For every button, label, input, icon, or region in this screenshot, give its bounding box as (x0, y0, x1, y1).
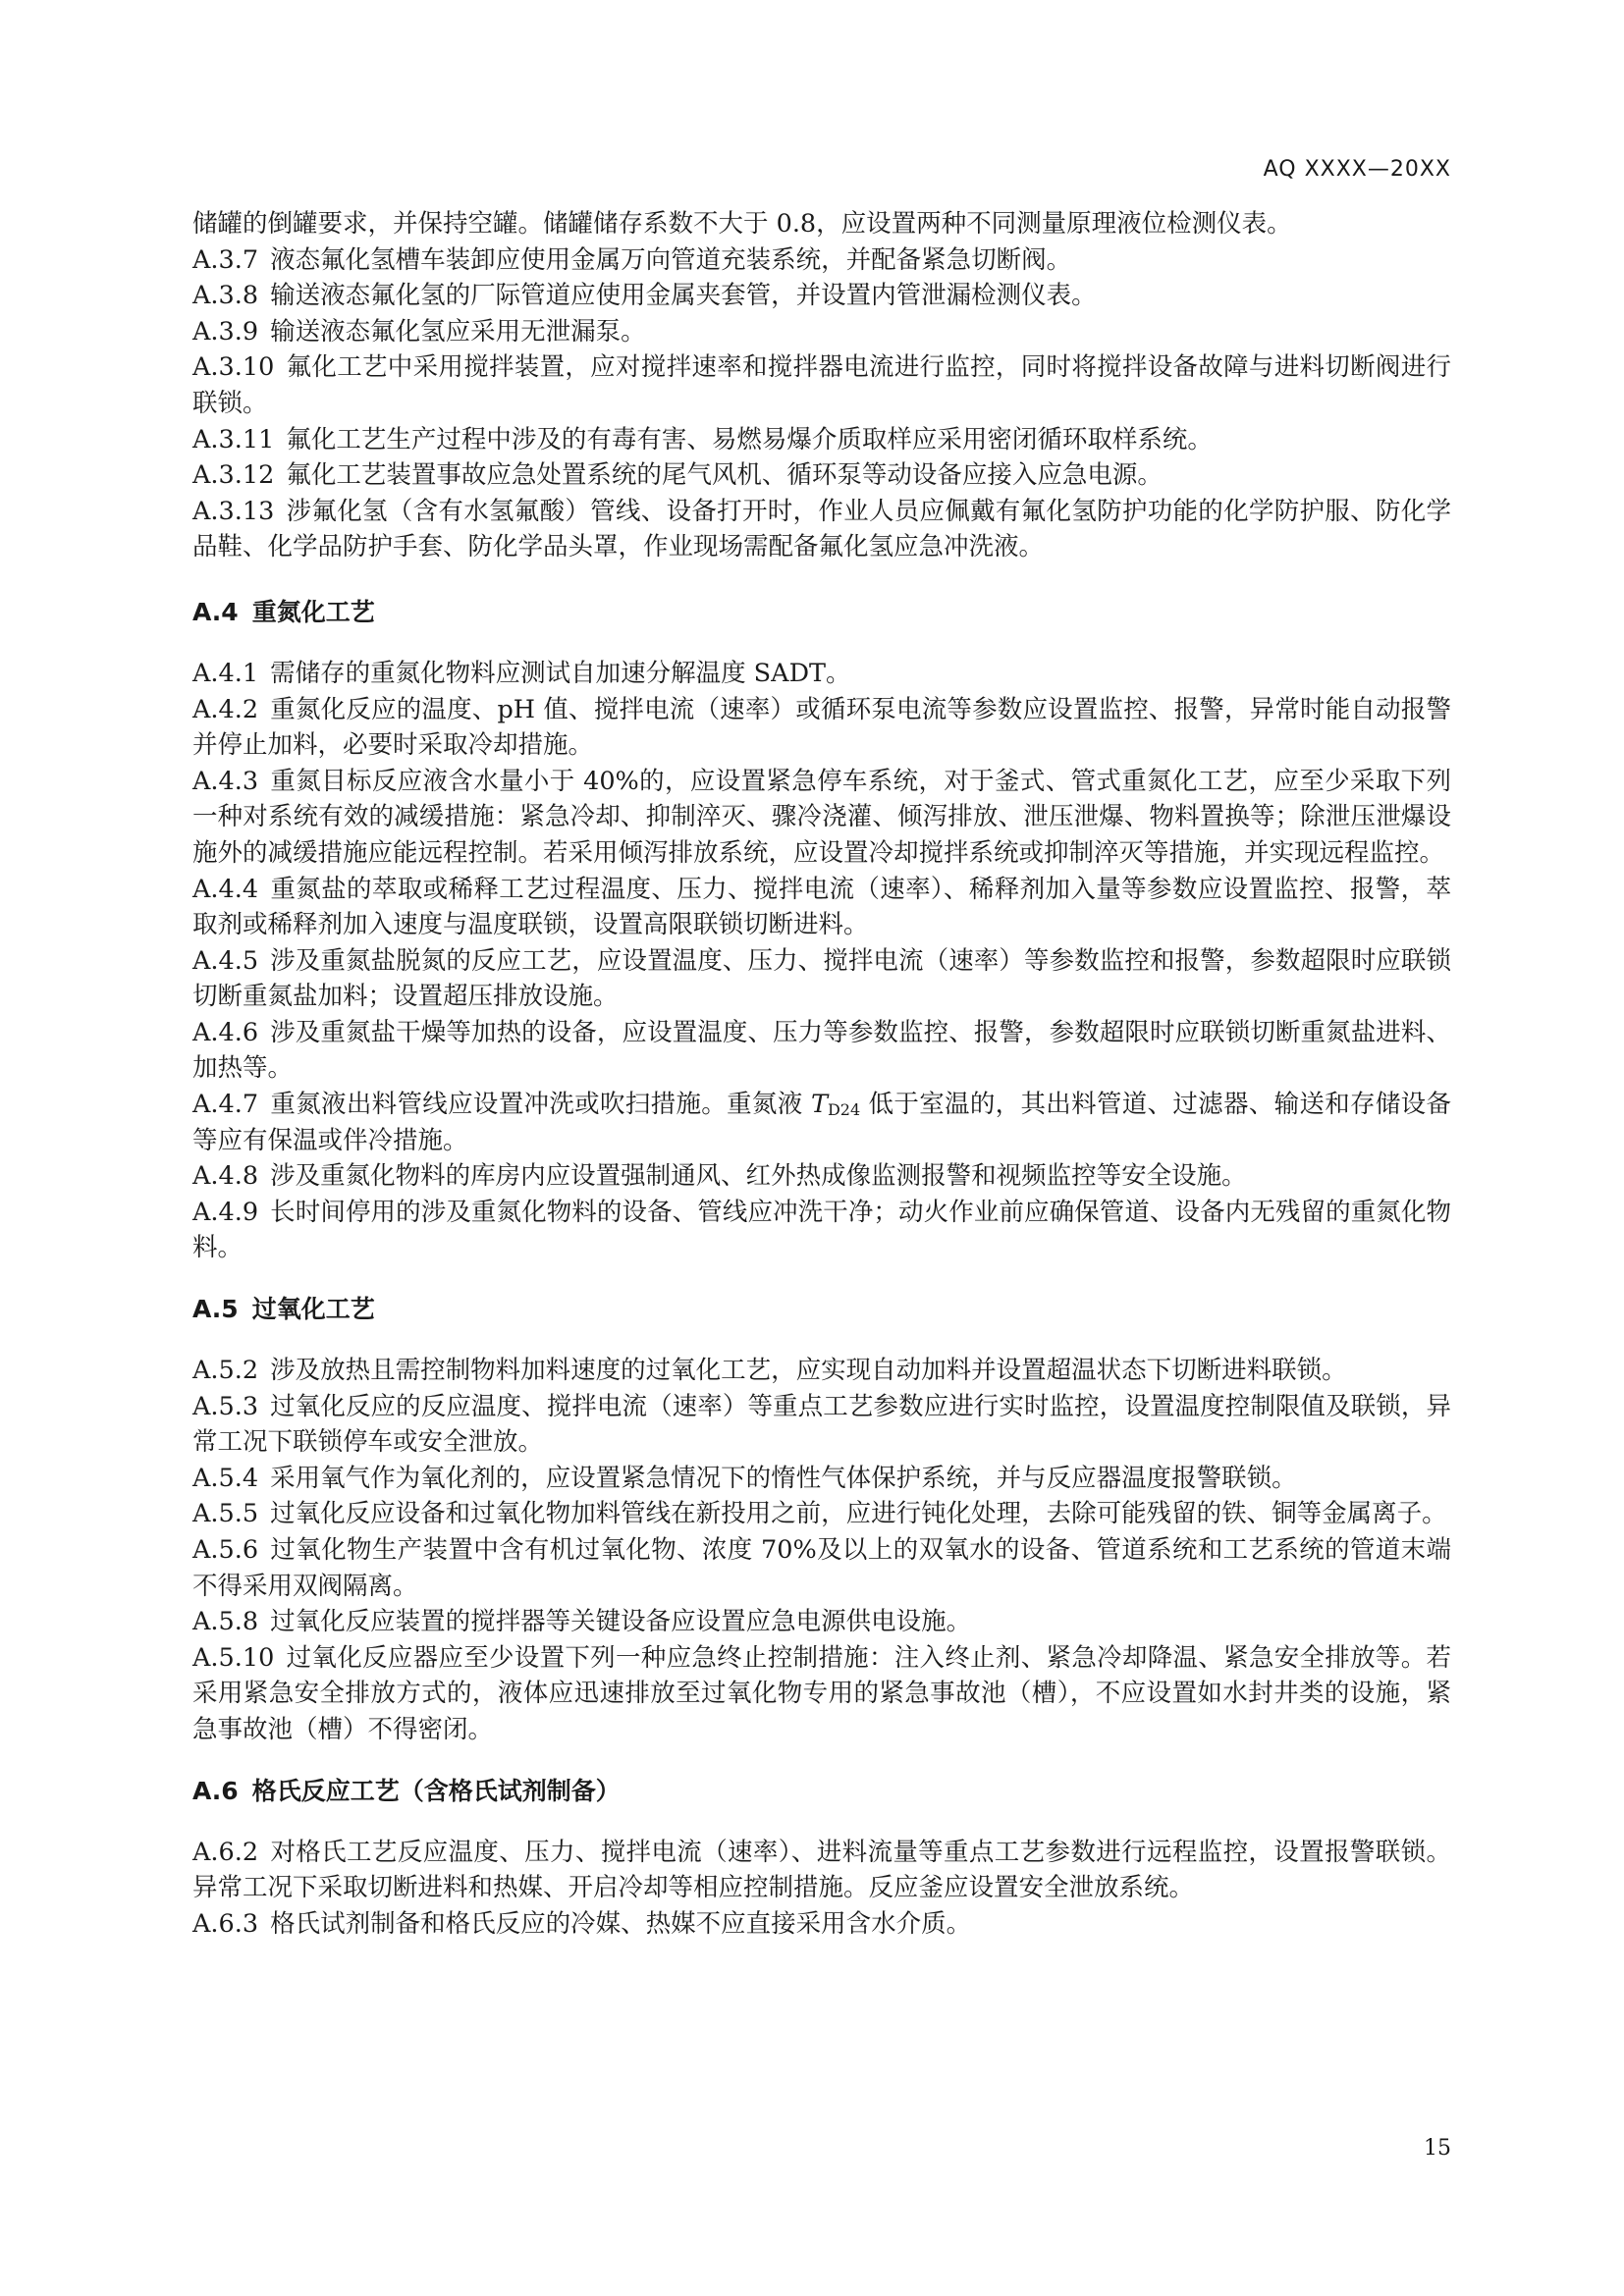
document-body (192, 206, 1451, 1942)
clause-a-4-4: A.4.4 重氮盐的萃取或稀释工艺过程温度、压力、搅拌电流（速率）、稀释剂加入量等参数应设置监控、报警，萃取剂或稀释剂加入速度与温度联锁，设置高限联锁切断进料。 (192, 874, 1451, 940)
clause-a-3-8: A.3.8 输送液态氟化氢的厂际管道应使用金属夹套管，并设置内管泄漏检测仪表。 (192, 281, 1097, 311)
clause-a-5-6: A.5.6 过氧化物生产装置中含有机过氧化物、浓度 70%及以上的双氧水的设备、管道系统和工艺系统的管道末端不得采用双阀隔离。 (192, 1535, 1451, 1601)
clause-a-6-2: A.6.2 对格氏工艺反应温度、压力、搅拌电流（速率）、进料流量等重点工艺参数进行远程监控，设置报警联锁。异常工况下采取切断进料和热媒、开启冷却等相应控制措施。反应釜应设置安全泄放系统。 (192, 1837, 1451, 1903)
document-code: AQ XXXX—20XX (1263, 157, 1451, 182)
clause-a-4-6: A.4.6 涉及重氮盐干燥等加热的设备，应设置温度、压力等参数监控、报警，参数超限时应联锁切断重氮盐进料、加热等。 (192, 1017, 1451, 1084)
clause-a-5-2: A.5.2 涉及放热且需控制物料加料速度的过氧化工艺，应实现自动加料并设置超温状态下切断进料联锁。 (192, 1356, 1347, 1386)
clause-a-3-9: A.3.9 输送液态氟化氢应采用无泄漏泵。 (192, 316, 646, 347)
clause-a-4-7: A.4.7 重氮液出料管线应设置冲洗或吹扫措施。重氮液 $T_{D24}$ 低于室温的，其出料管道、过滤器、输送和存储设备等应有保温或伴冷措施。 (192, 1090, 1451, 1155)
clause-a-4-1: A.4.1 需储存的重氮化物料应测试自加速分解温度 SADT。 (192, 658, 851, 688)
clause-a-4-8: A.4.8 涉及重氮化物料的库房内应设置强制通风、红外热成像监测报警和视频监控等安全设施。 (192, 1161, 1247, 1192)
section-heading-a-5: A.5 过氧化工艺 (192, 1295, 375, 1324)
clause-a-5-5: A.5.5 过氧化反应设备和过氧化物加料管线在新投用之前，应进行钝化处理，去除可能残留的铁、铜等金属离子。 (192, 1499, 1447, 1529)
clause-a-4-3: A.4.3 重氮目标反应液含水量小于 40%的，应设置紧急停车系统，对于釜式、管式重氮化工艺，应至少采取下列一种对系统有效的减缓措施：紧急冷却、抑制淬灭、骤冷浇灌、倾泻排放、泄压泄爆、物料置换等；除泄压泄爆设施外的减缓措施应能远程控制。若采用倾泻排放系统，应设置冷却搅拌系统或抑制淬灭等措施，并实现远程监控。 (192, 766, 1451, 868)
page-number: 15 (1424, 2136, 1451, 2161)
section-heading-a-4: A.4 重氮化工艺 (192, 597, 375, 626)
clause-a-3-13: A.3.13 涉氟化氢（含有水氢氟酸）管线、设备打开时，作业人员应佩戴有氟化氢防护功能的化学防护服、防化学品鞋、化学品防护手套、防化学品头罩，作业现场需配备氟化氢应急冲洗液。 (192, 496, 1451, 562)
clause-a-6-3: A.6.3 格氏试剂制备和格氏反应的冷媒、热媒不应直接采用含水介质。 (192, 1908, 972, 1939)
clause-a-4-5: A.4.5 涉及重氮盐脱氮的反应工艺，应设置温度、压力、搅拌电流（速率）等参数监控和报警，参数超限时应联锁切断重氮盐加料；设置超压排放设施。 (192, 945, 1451, 1012)
clause-a-3-12: A.3.12 氟化工艺装置事故应急处置系统的尾气风机、循环泵等动设备应接入应急电源。 (192, 460, 1163, 491)
temperature-subscript: D24 (827, 1100, 861, 1120)
clause-a-4-9: A.4.9 长时间停用的涉及重氮化物料的设备、管线应冲洗干净；动火作业前应确保管道、设备内无残留的重氮化物料。 (192, 1197, 1451, 1263)
clause-a-5-3: A.5.3 过氧化反应的反应温度、搅拌电流（速率）等重点工艺参数应进行实时监控，设置温度控制限值及联锁，异常工况下联锁停车或安全泄放。 (192, 1391, 1451, 1458)
clause-a-5-8: A.5.8 过氧化反应装置的搅拌器等关键设备应设置应急电源供电设施。 (192, 1607, 972, 1637)
section-heading-a-6: A.6 格氏反应工艺（含格氏试剂制备） (192, 1776, 621, 1805)
clause-a-3-11: A.3.11 氟化工艺生产过程中涉及的有毒有害、易燃易爆介质取样应采用密闭循环取样系统。 (192, 424, 1213, 454)
clause-a-5-10: A.5.10 过氧化反应器应至少设置下列一种应急终止控制措施：注入终止剂、紧急冷却降温、紧急安全排放等。若采用紧急安全排放方式的，液体应迅速排放至过氧化物专用的紧急事故池（槽），不应设置如水封井类的设施，紧急事故池（槽）不得密闭。 (192, 1642, 1451, 1744)
continuation-paragraph: 储罐的倒罐要求，并保持空罐。储罐储存系数不大于 0.8，应设置两种不同测量原理液位检测仪表。 (192, 209, 1292, 239)
temperature-symbol: T (810, 1090, 828, 1120)
clause-a-4-2: A.4.2 重氮化反应的温度、pH 值、搅拌电流（速率）或循环泵电流等参数应设置监控、报警，异常时能自动报警并停止加料，必要时采取冷却措施。 (192, 694, 1451, 761)
clause-a-3-7: A.3.7 液态氟化氢槽车装卸应使用金属万向管道充装系统，并配备紧急切断阀。 (192, 244, 1072, 275)
clause-a-5-4: A.5.4 采用氧气作为氧化剂的，应设置紧急情况下的惰性气体保护系统，并与反应器温度报警联锁。 (192, 1463, 1297, 1493)
clause-a-3-10: A.3.10 氟化工艺中采用搅拌装置，应对搅拌速率和搅拌器电流进行监控，同时将搅拌设备故障与进料切断阀进行联锁。 (192, 352, 1451, 418)
